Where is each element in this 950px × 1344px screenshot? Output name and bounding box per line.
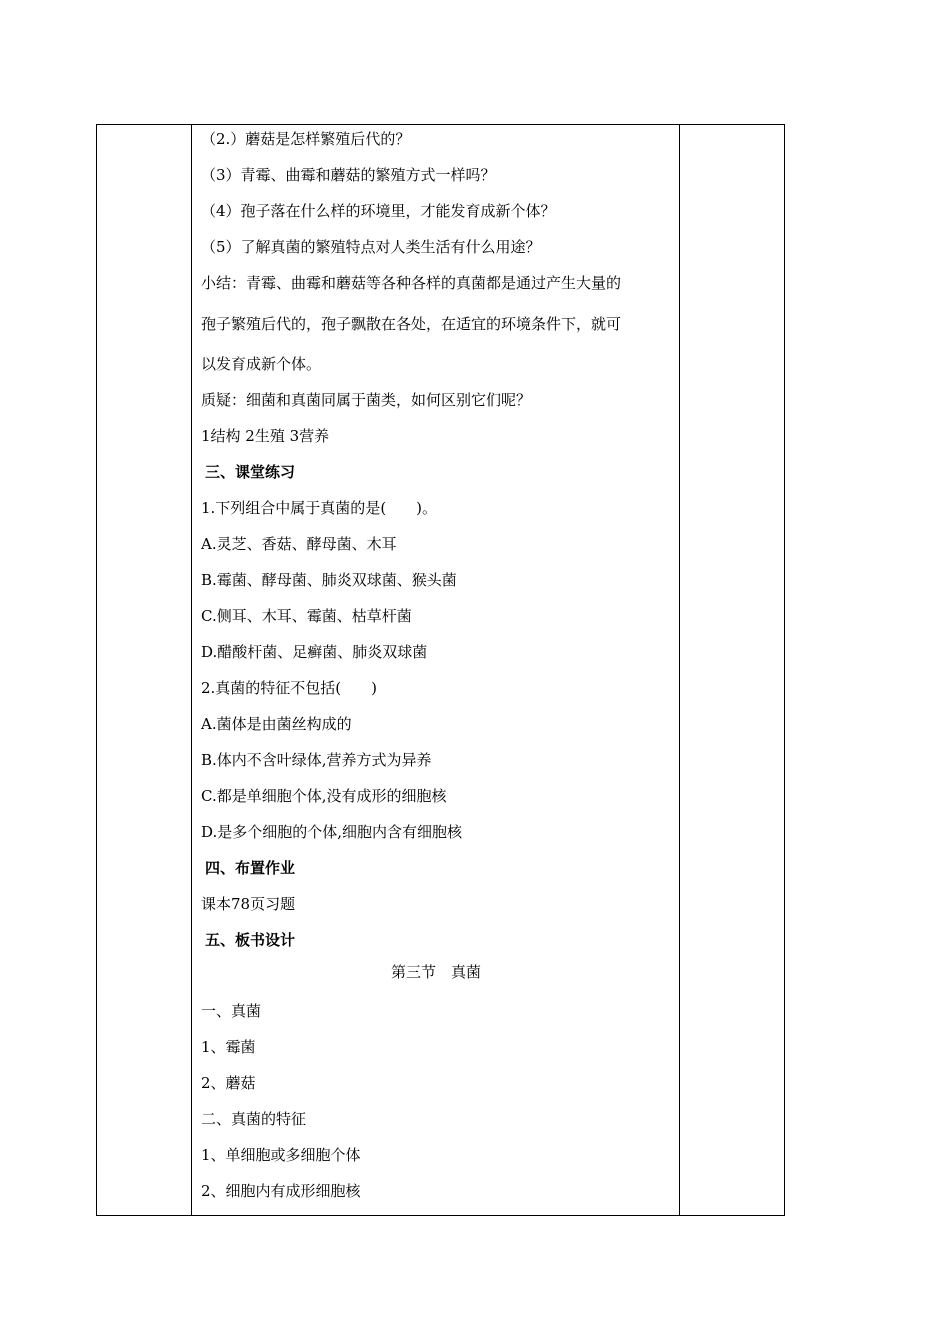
board-feature-1: 1、单细胞或多细胞个体 <box>201 1146 361 1164</box>
summary-line-3: 以发育成新个体。 <box>201 355 322 373</box>
exercise-1-option-c: C.侧耳、木耳、霉菌、枯草杆菌 <box>201 607 412 625</box>
exercise-2-question: 2.真菌的特征不包括( ) <box>201 679 378 697</box>
homework-item: 课本78页习题 <box>201 895 296 913</box>
question-5: （5）了解真菌的繁殖特点对人类生活有什么用途？ <box>201 238 541 256</box>
exercise-2-option-b: B.体内不含叶绿体,营养方式为异养 <box>201 751 432 769</box>
question-doubt: 质疑：细菌和真菌同属于菌类，如何区别它们呢？ <box>201 391 532 409</box>
section-heading-homework: 四、布置作业 <box>205 859 296 877</box>
board-item-fungi: 一、真菌 <box>201 1002 262 1020</box>
section-heading-practice: 三、课堂练习 <box>205 463 296 481</box>
board-title: 第三节 真菌 <box>390 963 481 981</box>
board-item-mushroom: 2、蘑菇 <box>201 1074 256 1092</box>
table-right-column-divider <box>679 125 680 1215</box>
board-item-mold: 1、霉菌 <box>201 1038 256 1056</box>
answer-points: 1结构 2生殖 3营养 <box>201 427 330 445</box>
exercise-1-question: 1.下列组合中属于真菌的是( )。 <box>201 499 438 517</box>
question-4: （4）孢子落在什么样的环境里，才能发育成新个体？ <box>201 202 556 220</box>
table-left-column-divider <box>191 125 192 1215</box>
exercise-1-option-d: D.醋酸杆菌、足癣菌、肺炎双球菌 <box>201 643 428 661</box>
board-feature-2: 2、细胞内有成形细胞核 <box>201 1182 361 1200</box>
exercise-2-option-a: A.菌体是由菌丝构成的 <box>201 715 352 733</box>
question-2: （2.）蘑菇是怎样繁殖后代的？ <box>201 130 411 148</box>
exercise-1-option-b: B.霉菌、酵母菌、肺炎双球菌、猴头菌 <box>201 571 457 589</box>
board-item-features: 二、真菌的特征 <box>201 1110 307 1128</box>
question-3: （3）青霉、曲霉和蘑菇的繁殖方式一样吗？ <box>201 166 496 184</box>
exercise-2-option-c: C.都是单细胞个体,没有成形的细胞核 <box>201 787 447 805</box>
summary-line-2: 孢子繁殖后代的，孢子飘散在各处，在适宜的环境条件下，就可 <box>201 315 622 333</box>
exercise-1-option-a: A.灵芝、香菇、酵母菌、木耳 <box>201 535 397 553</box>
section-heading-board-design: 五、板书设计 <box>205 931 296 949</box>
summary-line-1: 小结：青霉、曲霉和蘑菇等各种各样的真菌都是通过产生大量的 <box>201 274 622 292</box>
exercise-2-option-d: D.是多个细胞的个体,细胞内含有细胞核 <box>201 823 463 841</box>
